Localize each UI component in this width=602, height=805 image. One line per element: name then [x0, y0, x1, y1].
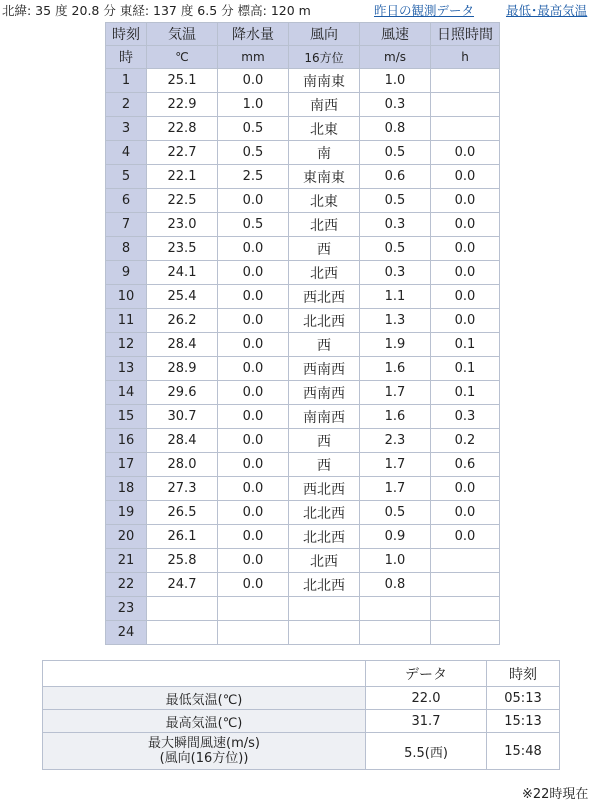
cell-temp: 26.1	[147, 525, 218, 549]
summary-header-blank	[43, 661, 366, 687]
header-temp: 気温	[147, 23, 218, 46]
location-text: 北緯: 35 度 20.8 分 東経: 137 度 6.5 分 標高: 120 m	[2, 3, 311, 18]
cell-temp: 25.1	[147, 69, 218, 93]
cell-prec: 0.0	[218, 453, 289, 477]
cell-dir: 北北西	[289, 525, 360, 549]
cell-prec: 0.5	[218, 117, 289, 141]
cell-prec: 0.0	[218, 189, 289, 213]
table-row	[106, 141, 500, 165]
cell-hour: 3	[106, 117, 147, 141]
header-precip: 降水量	[218, 23, 289, 46]
table-row	[106, 429, 500, 453]
cell-temp: 22.1	[147, 165, 218, 189]
cell-wind	[360, 597, 431, 621]
cell-prec: 0.0	[218, 549, 289, 573]
cell-temp: 23.0	[147, 213, 218, 237]
units-row	[106, 46, 500, 69]
table-row	[106, 189, 500, 213]
unit-sunshine: h	[431, 46, 500, 69]
cell-wind: 0.5	[360, 237, 431, 261]
cell-prec: 0.0	[218, 501, 289, 525]
summary-label-line2: (風向(16方位))	[159, 751, 249, 766]
cell-dir: 東南東	[289, 165, 360, 189]
unit-precip: mm	[218, 46, 289, 69]
cell-temp: 27.3	[147, 477, 218, 501]
unit-wind-dir: 16方位	[289, 46, 360, 69]
cell-dir: 北北西	[289, 573, 360, 597]
summary-label: 最低気温(℃)	[43, 687, 366, 710]
cell-hour: 12	[106, 333, 147, 357]
cell-temp: 28.0	[147, 453, 218, 477]
summary-row-min-temp	[43, 687, 560, 710]
cell-temp: 22.7	[147, 141, 218, 165]
table-row	[106, 525, 500, 549]
cell-temp: 22.9	[147, 93, 218, 117]
summary-time: 15:13	[487, 710, 560, 733]
cell-hour: 11	[106, 309, 147, 333]
cell-dir: 西	[289, 237, 360, 261]
cell-sun	[431, 93, 500, 117]
cell-prec: 0.0	[218, 309, 289, 333]
cell-wind: 0.3	[360, 261, 431, 285]
cell-sun: 0.0	[431, 165, 500, 189]
cell-wind: 0.3	[360, 213, 431, 237]
cell-sun: 0.0	[431, 189, 500, 213]
summary-label: 最高気温(℃)	[43, 710, 366, 733]
cell-prec: 0.5	[218, 213, 289, 237]
cell-sun: 0.0	[431, 261, 500, 285]
table-row	[106, 285, 500, 309]
cell-hour: 7	[106, 213, 147, 237]
cell-hour: 24	[106, 621, 147, 645]
table-row	[106, 477, 500, 501]
cell-temp	[147, 597, 218, 621]
summary-row-max-gust	[43, 733, 560, 770]
cell-sun: 0.0	[431, 309, 500, 333]
unit-temp: ℃	[147, 46, 218, 69]
cell-hour: 18	[106, 477, 147, 501]
cell-prec: 1.0	[218, 93, 289, 117]
cell-hour: 10	[106, 285, 147, 309]
cell-sun: 0.0	[431, 525, 500, 549]
cell-dir: 南南東	[289, 69, 360, 93]
header-sunshine: 日照時間	[431, 23, 500, 46]
header-wind-dir: 風向	[289, 23, 360, 46]
cell-dir: 西北西	[289, 285, 360, 309]
cell-prec: 0.5	[218, 141, 289, 165]
cell-sun	[431, 549, 500, 573]
summary-label-line1: 最大瞬間風速(m/s)	[148, 736, 260, 751]
cell-hour: 9	[106, 261, 147, 285]
cell-hour: 22	[106, 573, 147, 597]
cell-sun: 0.1	[431, 381, 500, 405]
cell-sun	[431, 117, 500, 141]
cell-hour: 4	[106, 141, 147, 165]
cell-prec: 0.0	[218, 69, 289, 93]
cell-prec: 0.0	[218, 333, 289, 357]
cell-dir: 北東	[289, 189, 360, 213]
cell-dir: 西	[289, 333, 360, 357]
cell-dir: 西	[289, 453, 360, 477]
cell-wind: 1.7	[360, 381, 431, 405]
min-max-temp-link[interactable]: 最低･最高気温	[506, 3, 588, 18]
summary-value: 31.7	[366, 710, 487, 733]
cell-sun	[431, 573, 500, 597]
summary-table	[42, 660, 560, 770]
cell-wind: 1.6	[360, 405, 431, 429]
cell-temp	[147, 621, 218, 645]
cell-dir: 南	[289, 141, 360, 165]
cell-prec: 2.5	[218, 165, 289, 189]
table-row	[106, 573, 500, 597]
header-row	[106, 23, 500, 46]
cell-hour: 8	[106, 237, 147, 261]
table-row	[106, 309, 500, 333]
summary-value: 22.0	[366, 687, 487, 710]
header-wind-speed: 風速	[360, 23, 431, 46]
cell-sun: 0.2	[431, 429, 500, 453]
cell-dir: 北北西	[289, 309, 360, 333]
table-row	[106, 117, 500, 141]
cell-dir: 北西	[289, 549, 360, 573]
table-row	[106, 213, 500, 237]
cell-hour: 15	[106, 405, 147, 429]
cell-wind: 0.8	[360, 117, 431, 141]
cell-temp: 28.4	[147, 333, 218, 357]
table-row	[106, 333, 500, 357]
cell-temp: 22.5	[147, 189, 218, 213]
cell-dir: 北西	[289, 213, 360, 237]
cell-dir: 北北西	[289, 501, 360, 525]
table-row	[106, 597, 500, 621]
cell-temp: 24.1	[147, 261, 218, 285]
summary-time: 15:48	[487, 733, 560, 770]
cell-temp: 25.8	[147, 549, 218, 573]
cell-sun: 0.0	[431, 213, 500, 237]
cell-dir: 西北西	[289, 477, 360, 501]
cell-dir: 西南西	[289, 381, 360, 405]
cell-prec: 0.0	[218, 381, 289, 405]
cell-sun: 0.6	[431, 453, 500, 477]
cell-wind: 1.0	[360, 549, 431, 573]
cell-hour: 6	[106, 189, 147, 213]
cell-wind: 2.3	[360, 429, 431, 453]
cell-sun: 0.1	[431, 333, 500, 357]
cell-wind: 1.0	[360, 69, 431, 93]
cell-hour: 20	[106, 525, 147, 549]
table-row	[106, 549, 500, 573]
cell-prec	[218, 621, 289, 645]
cell-dir	[289, 621, 360, 645]
cell-dir	[289, 597, 360, 621]
cell-temp: 28.9	[147, 357, 218, 381]
cell-hour: 21	[106, 549, 147, 573]
cell-wind: 0.6	[360, 165, 431, 189]
cell-wind: 1.3	[360, 309, 431, 333]
cell-temp: 29.6	[147, 381, 218, 405]
table-row	[106, 261, 500, 285]
summary-header-time: 時刻	[487, 661, 560, 687]
unit-wind-speed: m/s	[360, 46, 431, 69]
cell-wind: 1.6	[360, 357, 431, 381]
cell-prec: 0.0	[218, 405, 289, 429]
cell-prec: 0.0	[218, 357, 289, 381]
cell-sun: 0.0	[431, 237, 500, 261]
location-bar	[2, 0, 600, 22]
cell-sun: 0.3	[431, 405, 500, 429]
footnote: ※22時現在	[522, 787, 589, 802]
cell-wind: 1.9	[360, 333, 431, 357]
cell-wind: 0.5	[360, 141, 431, 165]
cell-dir: 北東	[289, 117, 360, 141]
table-row	[106, 93, 500, 117]
cell-prec: 0.0	[218, 477, 289, 501]
cell-hour: 17	[106, 453, 147, 477]
cell-wind	[360, 621, 431, 645]
table-row	[106, 501, 500, 525]
header-time: 時刻	[106, 23, 147, 46]
cell-temp: 26.5	[147, 501, 218, 525]
summary-time: 05:13	[487, 687, 560, 710]
cell-temp: 24.7	[147, 573, 218, 597]
summary-label	[43, 733, 366, 770]
table-row	[106, 165, 500, 189]
cell-wind: 0.5	[360, 501, 431, 525]
cell-hour: 14	[106, 381, 147, 405]
cell-dir: 南西	[289, 93, 360, 117]
cell-prec: 0.0	[218, 285, 289, 309]
cell-sun: 0.0	[431, 285, 500, 309]
cell-wind: 1.7	[360, 477, 431, 501]
table-row	[106, 69, 500, 93]
cell-dir: 北西	[289, 261, 360, 285]
hourly-observation-table	[105, 22, 500, 645]
unit-time: 時	[106, 46, 147, 69]
cell-sun: 0.0	[431, 501, 500, 525]
summary-row-max-temp	[43, 710, 560, 733]
cell-prec	[218, 597, 289, 621]
cell-temp: 30.7	[147, 405, 218, 429]
summary-header-data: データ	[366, 661, 487, 687]
cell-temp: 28.4	[147, 429, 218, 453]
cell-wind: 0.8	[360, 573, 431, 597]
cell-hour: 5	[106, 165, 147, 189]
cell-hour: 19	[106, 501, 147, 525]
cell-sun: 0.0	[431, 477, 500, 501]
cell-hour: 23	[106, 597, 147, 621]
table-row	[106, 453, 500, 477]
cell-wind: 1.7	[360, 453, 431, 477]
cell-prec: 0.0	[218, 429, 289, 453]
cell-sun	[431, 621, 500, 645]
table-row	[106, 381, 500, 405]
table-row	[106, 357, 500, 381]
cell-hour: 1	[106, 69, 147, 93]
cell-temp: 25.4	[147, 285, 218, 309]
table-row	[106, 621, 500, 645]
cell-dir: 西	[289, 429, 360, 453]
cell-hour: 13	[106, 357, 147, 381]
cell-prec: 0.0	[218, 573, 289, 597]
cell-hour: 2	[106, 93, 147, 117]
cell-sun	[431, 69, 500, 93]
table-row	[106, 237, 500, 261]
cell-sun: 0.0	[431, 141, 500, 165]
cell-wind: 1.1	[360, 285, 431, 309]
cell-temp: 26.2	[147, 309, 218, 333]
cell-prec: 0.0	[218, 525, 289, 549]
summary-value: 5.5(西)	[366, 733, 487, 770]
cell-temp: 22.8	[147, 117, 218, 141]
cell-wind: 0.5	[360, 189, 431, 213]
cell-dir: 南南西	[289, 405, 360, 429]
cell-wind: 0.3	[360, 93, 431, 117]
summary-header-row	[43, 661, 560, 687]
table-row	[106, 405, 500, 429]
cell-sun: 0.1	[431, 357, 500, 381]
cell-prec: 0.0	[218, 237, 289, 261]
cell-dir: 西南西	[289, 357, 360, 381]
cell-prec: 0.0	[218, 261, 289, 285]
cell-hour: 16	[106, 429, 147, 453]
cell-wind: 0.9	[360, 525, 431, 549]
cell-temp: 23.5	[147, 237, 218, 261]
cell-sun	[431, 597, 500, 621]
yesterday-data-link[interactable]: 昨日の観測データ	[374, 3, 475, 18]
